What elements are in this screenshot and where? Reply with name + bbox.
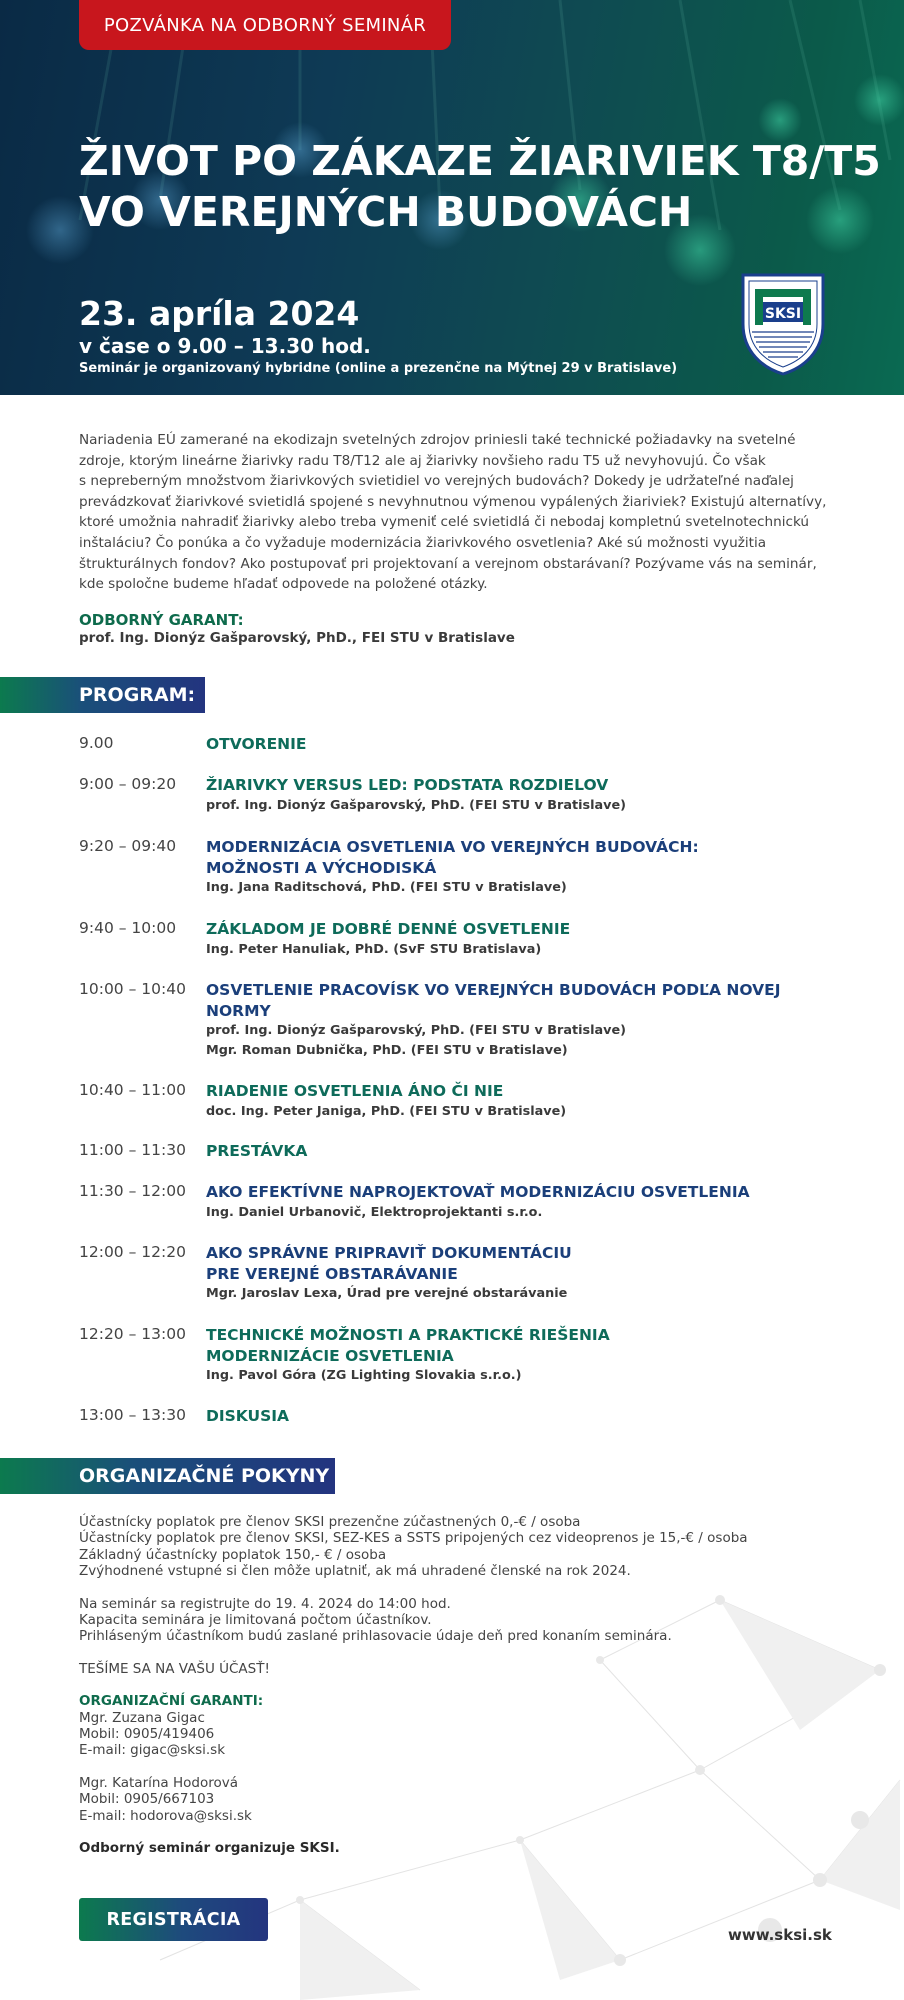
organization-info bbox=[79, 1514, 748, 1857]
seminar-format-note: Seminár je organizovaný hybridne (online a prezenčne na Mýtnej 29 v Bratislave) bbox=[79, 361, 678, 376]
contact-phone: Mobil: 0905/419406 bbox=[79, 1726, 215, 1743]
contact-name: Mgr. Katarína Hodorová bbox=[79, 1774, 239, 1791]
program-item-time: 9:40 – 10:00 bbox=[79, 919, 177, 937]
program-item-speaker: Ing. Jana Raditschová, PhD. (FEI STU v Bratislave) bbox=[206, 880, 567, 895]
program-item-title: RIADENIE OSVETLENIA ÁNO ČI NIE bbox=[206, 1082, 504, 1100]
intro-line: štrukturálnych fondov? Ako postupovať pri projektovaní a verejnom obstarávaní? Pozývame vás na seminár, bbox=[79, 555, 817, 572]
program-item-title: ZÁKLADOM JE DOBRÉ DENNÉ OSVETLENIE bbox=[206, 920, 571, 938]
program-item-title: MOŽNOSTI A VÝCHODISKÁ bbox=[206, 858, 437, 877]
program-item-speaker: doc. Ing. Peter Janiga, PhD. (FEI STU v Bratislave) bbox=[206, 1104, 567, 1119]
fee-line: Účastnícky poplatok pre členov SKSI, SEZ-KES a SSTS pripojených cez videoprenos je 15,-€ / osoba bbox=[79, 1530, 748, 1547]
program-item-title: DISKUSIA bbox=[206, 1407, 290, 1425]
intro-line: Nariadenia EÚ zamerané na ekodizajn svetelných zdrojov priniesli také technické požiadavky na svetelné bbox=[79, 432, 796, 448]
program-item-title: NORMY bbox=[206, 1001, 271, 1020]
contact-email: E-mail: hodorova@sksi.sk bbox=[79, 1807, 252, 1824]
intro-paragraph bbox=[79, 430, 839, 595]
seminar-time: v čase o 9.00 – 13.30 hod. bbox=[79, 334, 371, 358]
fee-line: Základný účastnícky poplatok 150,- € / osoba bbox=[79, 1546, 387, 1563]
program-item-title: TECHNICKÉ MOŽNOSTI A PRAKTICKÉ RIEŠENIA bbox=[206, 1326, 610, 1344]
intro-line: ktoré umožnia nahradiť žiarivky alebo treba vymeniť celé svietidlá či nebodaj kompletnú svetelnotechnickú bbox=[79, 514, 810, 531]
organizational-guarantors-label: ORGANIZAČNÍ GARANTI: bbox=[79, 1693, 264, 1710]
program-item-speaker: prof. Ing. Dionýz Gašparovský, PhD. (FEI STU v Bratislave) bbox=[206, 798, 627, 813]
program-item-title: OSVETLENIE PRACOVÍSK VO VEREJNÝCH BUDOVÁCH PODĽA NOVEJ bbox=[206, 981, 781, 999]
intro-line: prevádzkovať žiarivkové svietidlá spojené s nevyhnutnou výmenou vypálených žiariviek? Existujú alternatívy, bbox=[79, 493, 827, 510]
program-item-title: ŽIARIVKY VERSUS LED: PODSTATA ROZDIELOV bbox=[206, 776, 609, 794]
program-item-time: 11:30 – 12:00 bbox=[79, 1182, 186, 1200]
fee-line: Účastnícky poplatok pre členov SKSI prezenčne zúčastnených 0,-€ / osoba bbox=[79, 1514, 581, 1530]
organizer-text: Odborný seminár organizuje SKSI. bbox=[79, 1840, 340, 1857]
seminar-date: 23. apríla 2024 bbox=[79, 294, 360, 333]
intro-line: inštaláciu? Čo ponúka a čo vyžaduje modernizácia žiarivkového osvetlenia? Aké sú možnosti využitia bbox=[79, 534, 767, 551]
program-item-time: 12:20 – 13:00 bbox=[79, 1325, 186, 1343]
program-item-title: MODERNIZÁCIA OSVETLENIA VO VEREJNÝCH BUDOVÁCH: bbox=[206, 838, 699, 856]
program-item-speaker: Ing. Daniel Urbanovič, Elektroprojektanti s.r.o. bbox=[206, 1205, 543, 1220]
organization-heading: ORGANIZAČNÉ POKYNY bbox=[0, 1458, 335, 1494]
sksi-logo-icon bbox=[740, 272, 826, 376]
logo-text: SKSI bbox=[764, 306, 802, 322]
contact-email: E-mail: gigac@sksi.sk bbox=[79, 1742, 226, 1759]
program-item-speaker: Ing. Peter Hanuliak, PhD. (SvF STU Bratislava) bbox=[206, 942, 542, 957]
intro-line: s nepreberným množstvom žiarivkových svietidiel vo verejných budovách? Dokedy je udržateľné naďalej bbox=[79, 473, 794, 490]
contact-phone: Mobil: 0905/667103 bbox=[79, 1791, 215, 1808]
program-item-time: 9.00 bbox=[79, 734, 114, 752]
intro-line: zdroje, ktorým lineárne žiarivky radu T8/T12 ale aj žiarivky novšieho radu T5 už nevyhovujú. Čo však bbox=[79, 452, 766, 469]
expert-guarantor-label: ODBORNÝ GARANT: bbox=[79, 611, 244, 629]
program-item-time: 9:20 – 09:40 bbox=[79, 837, 177, 855]
program-item-time: 10:00 – 10:40 bbox=[79, 980, 186, 998]
program-item-speaker: Ing. Pavol Góra (ZG Lighting Slovakia s.r.o.) bbox=[206, 1368, 522, 1383]
seminar-title bbox=[79, 136, 881, 238]
registration-line: Prihláseným účastníkom budú zaslané prihlasovacie údaje deň pred konaním seminára. bbox=[79, 1628, 672, 1645]
program-item-title: MODERNIZÁCIE OSVETLENIA bbox=[206, 1346, 454, 1365]
contact-name: Mgr. Zuzana Gigac bbox=[79, 1709, 205, 1726]
program-item-time: 10:40 – 11:00 bbox=[79, 1081, 186, 1099]
program-item-title: PRE VEREJNÉ OBSTARÁVANIE bbox=[206, 1264, 458, 1283]
program-item-speaker: Mgr. Roman Dubnička, PhD. (FEI STU v Bratislave) bbox=[206, 1043, 568, 1059]
program-item-title: AKO EFEKTÍVNE NAPROJEKTOVAŤ MODERNIZÁCIU OSVETLENIA bbox=[206, 1183, 750, 1201]
hero-banner bbox=[0, 0, 904, 395]
expert-guarantor-name: prof. Ing. Dionýz Gašparovský, PhD., FEI STU v Bratislave bbox=[79, 630, 515, 646]
registration-line: Na seminár sa registrujte do 19. 4. 2024 do 14:00 hod. bbox=[79, 1595, 451, 1612]
program-item-speaker: prof. Ing. Dionýz Gašparovský, PhD. (FEI STU v Bratislave) bbox=[206, 1023, 627, 1038]
program-item-time: 11:00 – 11:30 bbox=[79, 1141, 186, 1159]
program-item-speaker: Mgr. Jaroslav Lexa, Úrad pre verejné obstarávanie bbox=[206, 1286, 568, 1301]
welcome-text: TEŠÍME SA NA VAŠU ÚČASŤ! bbox=[79, 1660, 270, 1677]
registration-line: Kapacita seminára je limitovaná počtom účastníkov. bbox=[79, 1612, 432, 1629]
seminar-title-line: VO VEREJNÝCH BUDOVÁCH bbox=[79, 188, 693, 236]
program-item-time: 12:00 – 12:20 bbox=[79, 1243, 186, 1261]
program-item-time: 13:00 – 13:30 bbox=[79, 1406, 186, 1424]
fee-line: Zvýhodnené vstupné si člen môže uplatniť, ak má uhradené členské na rok 2024. bbox=[79, 1563, 631, 1580]
program-item-title: OTVORENIE bbox=[206, 735, 307, 753]
seminar-title-line: ŽIVOT PO ZÁKAZE ŽIARIVIEK T8/T5 bbox=[79, 137, 881, 185]
program-item-title: AKO SPRÁVNE PRIPRAVIŤ DOKUMENTÁCIU bbox=[206, 1244, 572, 1262]
program-item-title: PRESTÁVKA bbox=[206, 1142, 308, 1160]
program-item-time: 9:00 – 09:20 bbox=[79, 775, 177, 793]
invitation-tag: POZVÁNKA NA ODBORNÝ SEMINÁR bbox=[79, 0, 451, 50]
website-link[interactable]: www.sksi.sk bbox=[728, 1926, 832, 1944]
registration-button[interactable]: REGISTRÁCIA bbox=[79, 1898, 268, 1941]
program-heading: PROGRAM: bbox=[0, 677, 205, 713]
intro-line: kde spoločne budeme hľadať odpovede na položené otázky. bbox=[79, 576, 488, 593]
